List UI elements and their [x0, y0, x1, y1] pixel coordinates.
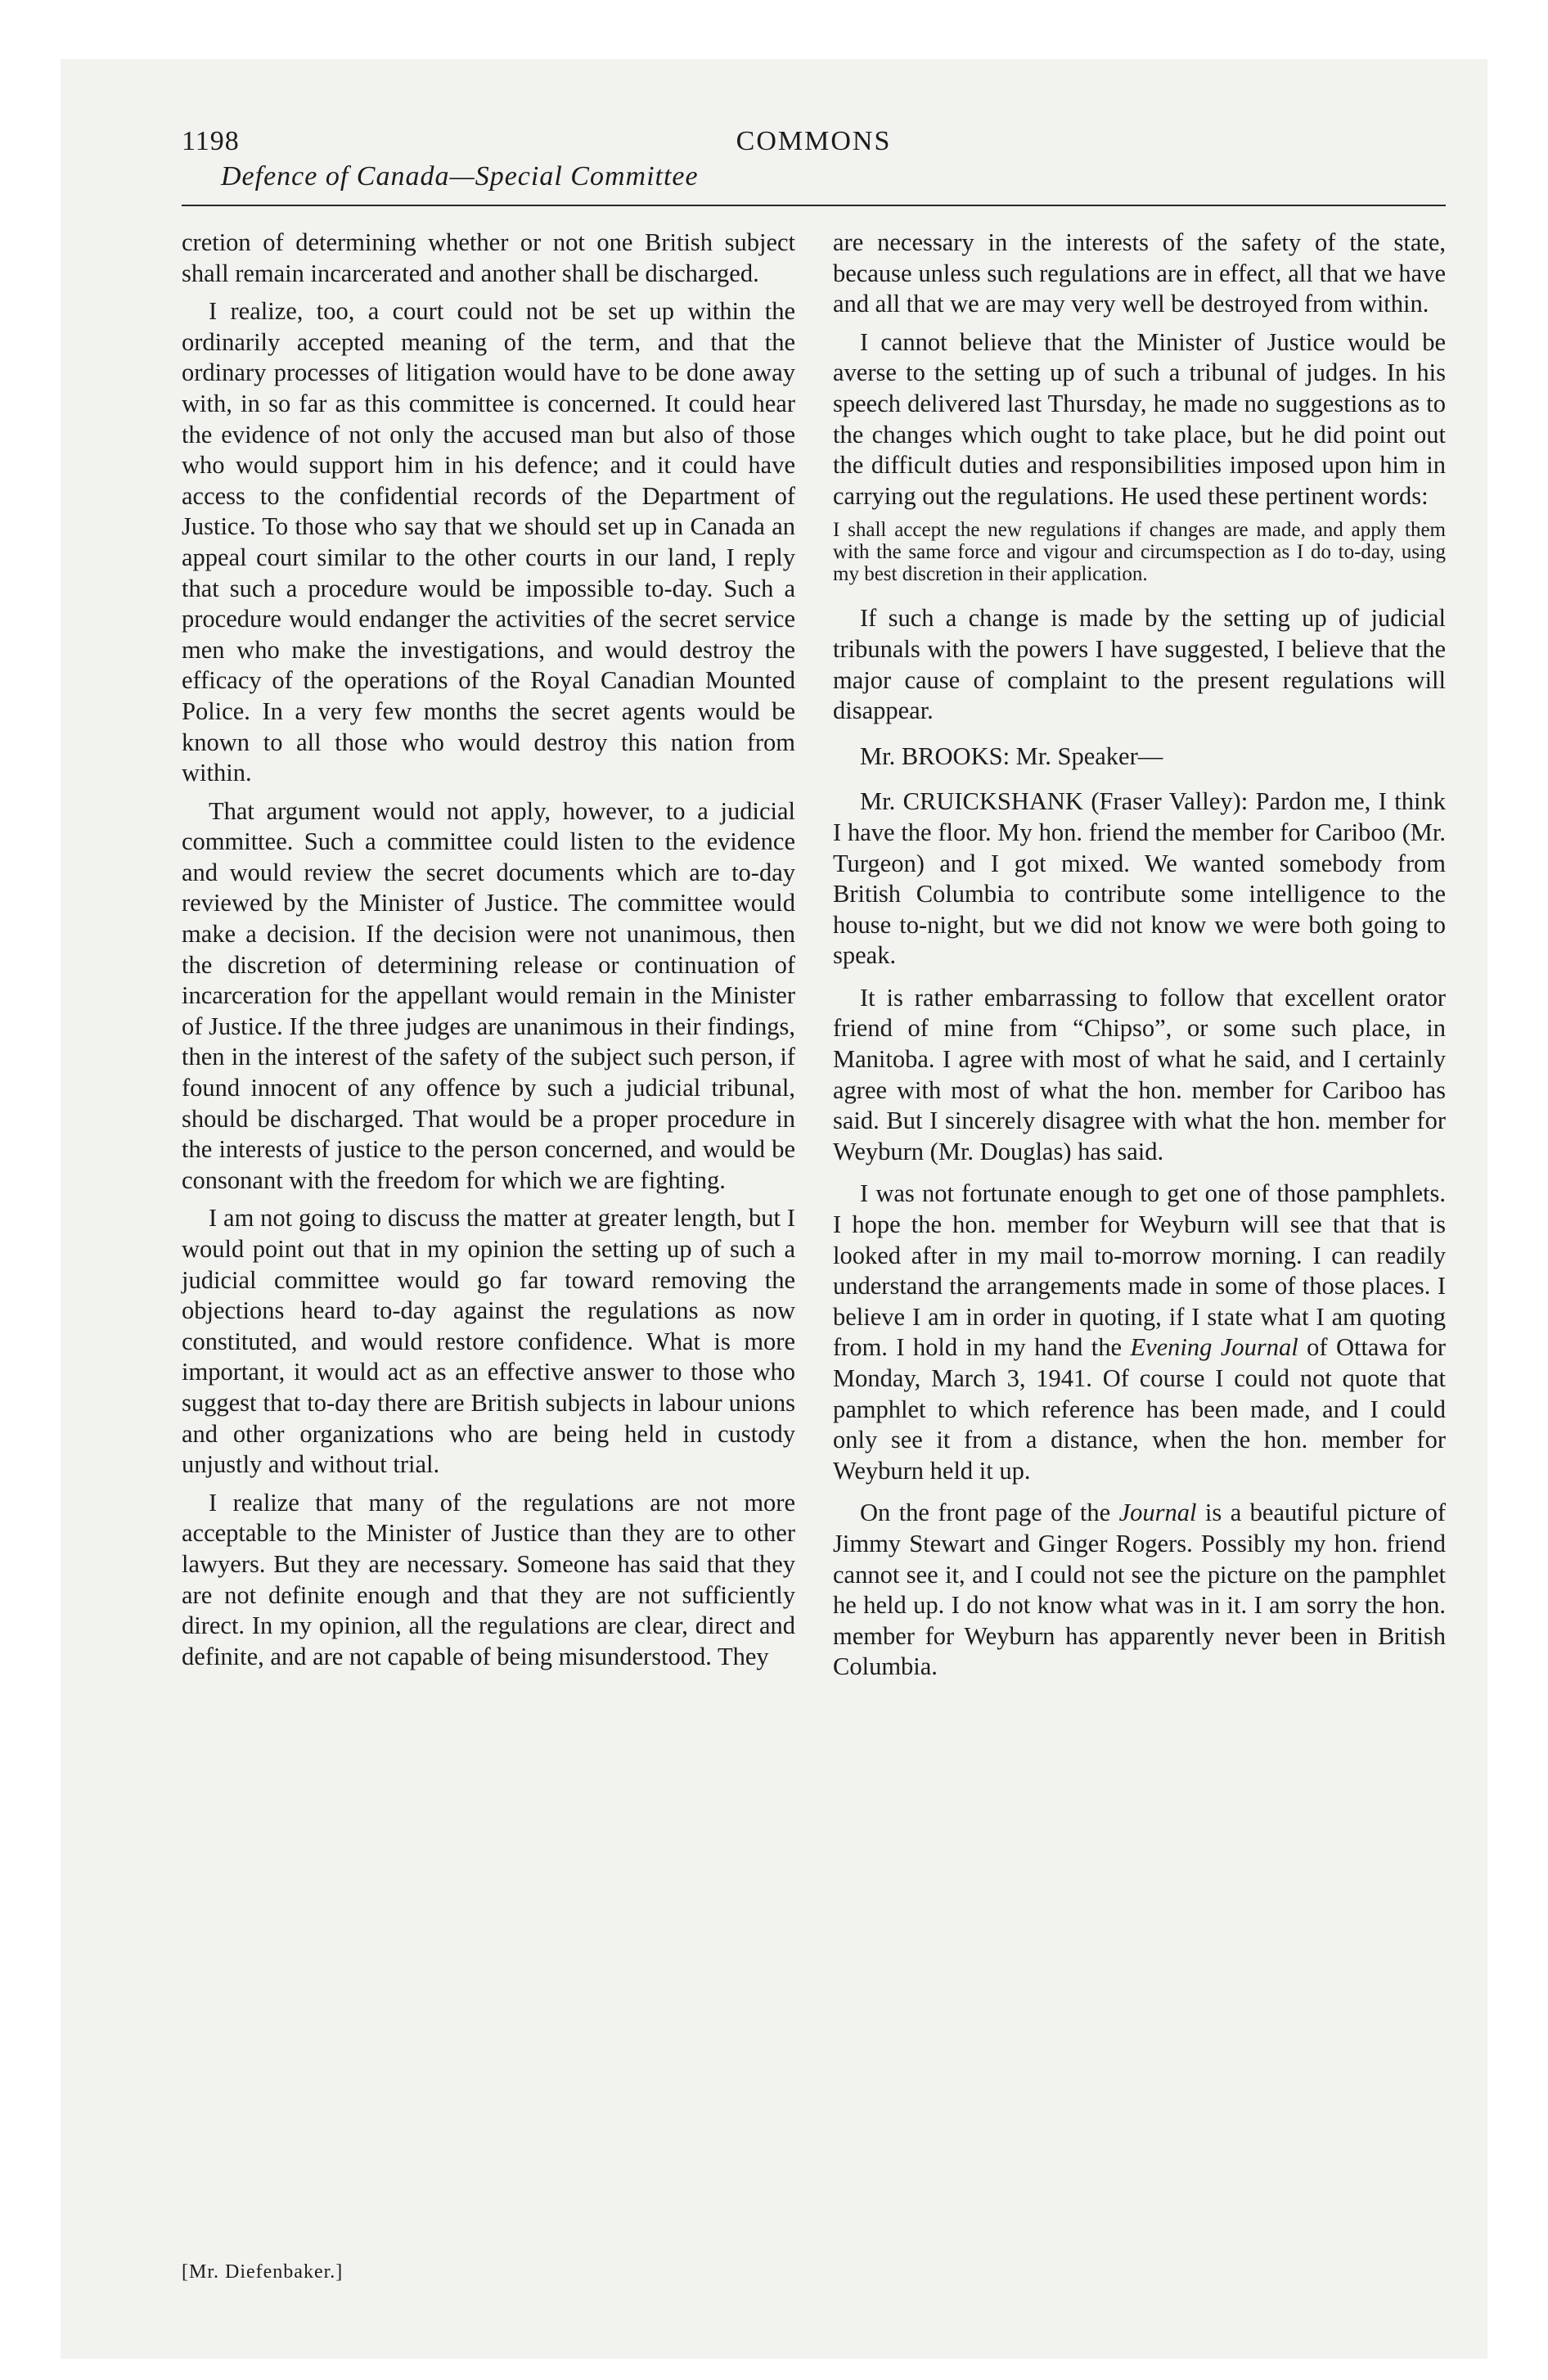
text-run: I was not fortunate enough to get one of those pamphlets. I hope the hon. member for Weyburn will see that that is looked after in my mail to-morrow morning. I can readily understand the arrangements made in some of those places. I believe I am in order in quoting, if I state what I am quoting from. I hold in my hand the [833, 1179, 1446, 1362]
paragraph: are necessary in the interests of the safety of the state, because unless such regulations are in effect, all that we have and all that we are may very well be destroyed from within. [833, 228, 1446, 318]
block-quote: I shall accept the new regulations if changes are made, and apply them with the same force and vigour and circumspection as I do to-day, using my best discretion in their application. [833, 519, 1446, 586]
paragraph: I cannot believe that the Minister of Justice would be averse to the setting up of such a tribunal of judges. In his speech delivered last Thursday, he made no suggestions as to the changes which ought to take place, but he did point out the difficult duties and responsibilities imposed upon him in carrying out the regulations. He used these pertinent words: [833, 327, 1446, 510]
left-column [182, 228, 795, 1679]
paragraph: That argument would not apply, however, to a judicial committee. Such a committee could listen to the evidence and would review the secret documents which are to-day reviewed by the Minister of Justice. The committee would make a decision. If the decision were not unanimous, then the discretion of determining release or continuation of incarceration for the appellant would remain in the Minister of Justice. If the three judges are unanimous in their findings, then in the interest of the safety of the subject such person, if found innocent of any offence by such a judicial tribunal, should be discharged. That would be a proper procedure in the interests of justice to the person concerned, and would be consonant with the freedom for which we are fighting. [182, 796, 795, 1194]
paragraph [833, 1179, 1446, 1486]
right-column [833, 228, 1446, 1690]
newspaper-title: Journal [1118, 1499, 1197, 1527]
paragraph: It is rather embarrassing to follow that excellent orator friend of mine from “Chipso”, or some such place, in Manitoba. I agree with most of what he said, and I certainly agree with most of what the hon. member for Cariboo has said. But I sincerely disagree with what the hon. member for Weyburn (Mr. Douglas) has said. [833, 983, 1446, 1165]
paragraph: cretion of determining whether or not one British subject shall remain incarcerated and another shall be discharged. [182, 228, 795, 287]
section-subtitle: Defence of Canada—Special Committee [221, 161, 699, 192]
paragraph: I am not going to discuss the matter at greater length, but I would point out that in my opinion the setting up of such a judicial committee would go far toward removing the objections heard to-day against the regulations as now constituted, and would restore confidence. What is more important, it would act as an effective answer to those who suggest that to-day there are British subjects in labour unions and other organizations who are being held in custody unjustly and without trial. [182, 1204, 795, 1479]
speaker-footnote: [Mr. Diefenbaker.] [182, 2261, 344, 2283]
paragraph: I realize, too, a court could not be set up within the ordinarily accepted meaning of the term, and that the ordinary processes of litigation would have to be done away with, in so far as this committee is concerned. It could hear the evidence of not only the accused man but also of those who would support him in his defence; and it could have access to the confidential records of the Department of Justice. To those who say that we should set up in Canada an appeal court similar to the other courts in our land, I reply that such a procedure would be impossible to-day. Such a procedure would endanger the activities of the secret service men who make the investigations, and would destroy the efficacy of the operations of the Royal Canadian Mounted Police. In a very few months the secret agents would be known to all those who would destroy this nation from within. [182, 297, 795, 787]
page-number: 1198 [182, 126, 240, 156]
text-run: of Ottawa for Monday, March 3, 1941. Of course I could not quote that pamphlet to which reference has been made, and I could only see it from a distance, when the hon. member for Weyburn held it up. [833, 1333, 1447, 1485]
header-rule [182, 205, 1446, 206]
text-run: is a beautiful picture of Jimmy Stewart and Ginger Rogers. Possibly my hon. friend cannot see it, and I could not see the picture on the pamphlet he held up. I do not know what was in it. I am sorry the hon. member for Weyburn has apparently never been in British Columbia. [833, 1499, 1446, 1681]
newspaper-title: Evening Journal [1130, 1333, 1298, 1362]
page-title: COMMONS [736, 126, 892, 156]
speaker-line: Mr. BROOKS: Mr. Speaker— [860, 741, 1163, 770]
paragraph: Mr. CRUICKSHANK (Fraser Valley): Pardon me, I think I have the floor. My hon. friend the member for Cariboo (Mr. Turgeon) and I got mixed. We wanted somebody from British Columbia to contribute some intelligence to the house to-night, but we did not know we were both going to speak. [833, 787, 1446, 970]
paragraph [833, 1498, 1446, 1683]
hansard-page [182, 123, 1447, 2283]
paragraph: I realize that many of the regulations are not more acceptable to the Minister of Justice than they are to other lawyers. But they are necessary. Someone has said that they are not definite enough and that they are not sufficiently direct. In my opinion, all the regulations are clear, direct and definite, and are not capable of being misunderstood. They [182, 1488, 795, 1670]
text-run: On the front page of the [860, 1499, 1119, 1527]
paragraph: If such a change is made by the setting up of judicial tribunals with the powers I have suggested, I believe that the major cause of complaint to the present regulations will disappear. [833, 604, 1446, 725]
